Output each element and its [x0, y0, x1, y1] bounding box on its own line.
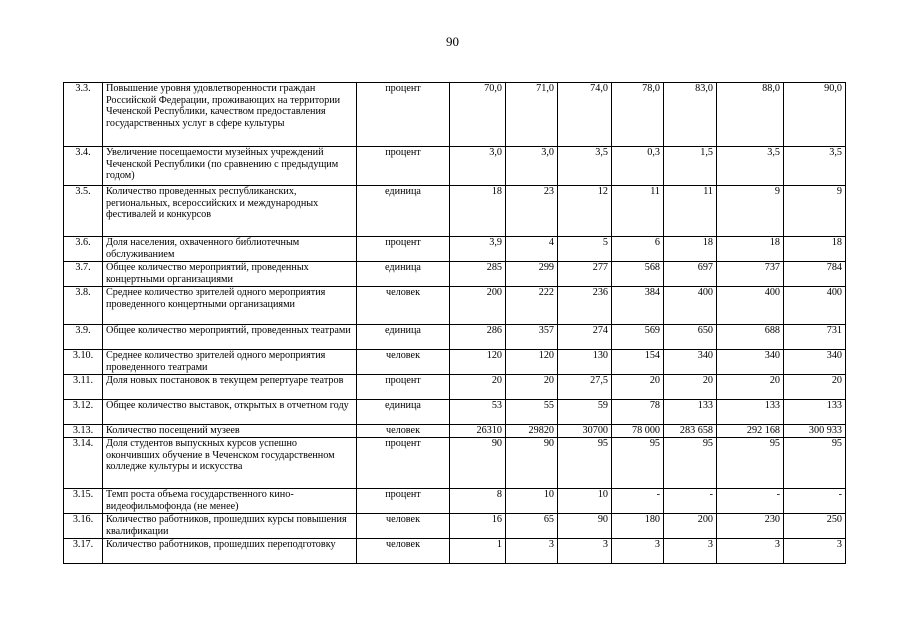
unit-of-measure: процент — [357, 83, 450, 147]
row-number: 3.7. — [64, 262, 103, 287]
table-row — [64, 325, 846, 350]
value-cell: 26310 — [450, 425, 506, 438]
value-cell: 3,5 — [558, 147, 612, 186]
unit-of-measure: единица — [357, 262, 450, 287]
value-cell: 78 000 — [612, 425, 664, 438]
table-row — [64, 350, 846, 375]
value-cell: 286 — [450, 325, 506, 350]
value-cell: 697 — [664, 262, 717, 287]
value-cell: 3 — [664, 539, 717, 564]
value-cell: 53 — [450, 400, 506, 425]
value-cell: 222 — [506, 287, 558, 325]
value-cell: 277 — [558, 262, 612, 287]
value-cell: 95 — [558, 438, 612, 489]
value-cell: 59 — [558, 400, 612, 425]
value-cell: 12 — [558, 186, 612, 237]
table-row — [64, 375, 846, 400]
value-cell: 9 — [717, 186, 784, 237]
value-cell: 65 — [506, 514, 558, 539]
indicator-name: Среднее количество зрителей одного мероприятия проведенного концертными организациями — [103, 287, 357, 325]
unit-of-measure: единица — [357, 400, 450, 425]
value-cell: 384 — [612, 287, 664, 325]
value-cell: 9 — [784, 186, 846, 237]
table-row — [64, 83, 846, 147]
indicator-name: Доля новых постановок в текущем репертуаре театров — [103, 375, 357, 400]
value-cell: 292 168 — [717, 425, 784, 438]
table-row — [64, 147, 846, 186]
table-row — [64, 400, 846, 425]
value-cell: 20 — [612, 375, 664, 400]
value-cell: 3 — [506, 539, 558, 564]
value-cell: 650 — [664, 325, 717, 350]
indicators-table — [63, 82, 846, 564]
value-cell: 400 — [717, 287, 784, 325]
value-cell: 18 — [784, 237, 846, 262]
value-cell: 20 — [784, 375, 846, 400]
value-cell: 130 — [558, 350, 612, 375]
value-cell: 20 — [664, 375, 717, 400]
value-cell: 71,0 — [506, 83, 558, 147]
value-cell: 340 — [717, 350, 784, 375]
value-cell: 230 — [717, 514, 784, 539]
row-number: 3.13. — [64, 425, 103, 438]
value-cell: 95 — [717, 438, 784, 489]
value-cell: 400 — [664, 287, 717, 325]
value-cell: 18 — [450, 186, 506, 237]
value-cell: - — [612, 489, 664, 514]
value-cell: 11 — [664, 186, 717, 237]
indicator-name: Повышение уровня удовлетворенности граждан Российской Федерации, проживающих на территории Чеченской Республики, качеством предоставления государственных услуг в сфере культуры — [103, 83, 357, 147]
value-cell: 3,5 — [784, 147, 846, 186]
value-cell: 78 — [612, 400, 664, 425]
value-cell: 568 — [612, 262, 664, 287]
indicator-name: Среднее количество зрителей одного мероприятия проведенного театрами — [103, 350, 357, 375]
row-number: 3.10. — [64, 350, 103, 375]
value-cell: 0,3 — [612, 147, 664, 186]
indicator-name: Доля населения, охваченного библиотечным обслуживанием — [103, 237, 357, 262]
value-cell: 83,0 — [664, 83, 717, 147]
value-cell: 95 — [612, 438, 664, 489]
unit-of-measure: процент — [357, 375, 450, 400]
value-cell: 74,0 — [558, 83, 612, 147]
value-cell: 300 933 — [784, 425, 846, 438]
table-row — [64, 262, 846, 287]
indicator-name: Доля студентов выпускных курсов успешно окончивших обучение в Чеченском государственном колледже культуры и искусства — [103, 438, 357, 489]
unit-of-measure: единица — [357, 186, 450, 237]
table-row — [64, 186, 846, 237]
value-cell: 283 658 — [664, 425, 717, 438]
indicator-name: Количество проведенных республиканских, региональных, всероссийских и международных фестивалей и конкурсов — [103, 186, 357, 237]
value-cell: 3,0 — [450, 147, 506, 186]
value-cell: - — [664, 489, 717, 514]
value-cell: 10 — [506, 489, 558, 514]
value-cell: 3 — [784, 539, 846, 564]
table-row — [64, 489, 846, 514]
row-number: 3.5. — [64, 186, 103, 237]
value-cell: 299 — [506, 262, 558, 287]
value-cell: 784 — [784, 262, 846, 287]
value-cell: 3,5 — [717, 147, 784, 186]
value-cell: 29820 — [506, 425, 558, 438]
value-cell: 357 — [506, 325, 558, 350]
value-cell: 20 — [506, 375, 558, 400]
value-cell: 27,5 — [558, 375, 612, 400]
table-row — [64, 287, 846, 325]
value-cell: 11 — [612, 186, 664, 237]
value-cell: 1 — [450, 539, 506, 564]
row-number: 3.12. — [64, 400, 103, 425]
value-cell: 340 — [664, 350, 717, 375]
value-cell: 120 — [450, 350, 506, 375]
value-cell: 250 — [784, 514, 846, 539]
value-cell: 133 — [664, 400, 717, 425]
value-cell: 340 — [784, 350, 846, 375]
value-cell: 120 — [506, 350, 558, 375]
value-cell: 688 — [717, 325, 784, 350]
value-cell: 3,0 — [506, 147, 558, 186]
row-number: 3.4. — [64, 147, 103, 186]
unit-of-measure: процент — [357, 147, 450, 186]
row-number: 3.14. — [64, 438, 103, 489]
value-cell: 737 — [717, 262, 784, 287]
indicator-name: Количество работников, прошедших переподготовку — [103, 539, 357, 564]
value-cell: 90 — [558, 514, 612, 539]
indicator-name: Общее количество выставок, открытых в отчетном году — [103, 400, 357, 425]
table-row — [64, 425, 846, 438]
value-cell: 400 — [784, 287, 846, 325]
value-cell: 30700 — [558, 425, 612, 438]
value-cell: 3 — [612, 539, 664, 564]
value-cell: 95 — [784, 438, 846, 489]
indicator-name: Количество посещений музеев — [103, 425, 357, 438]
indicator-name: Общее количество мероприятий, проведенных театрами — [103, 325, 357, 350]
value-cell: - — [784, 489, 846, 514]
value-cell: 133 — [784, 400, 846, 425]
indicator-name: Количество работников, прошедших курсы повышения квалификации — [103, 514, 357, 539]
value-cell: 285 — [450, 262, 506, 287]
table-row — [64, 237, 846, 262]
unit-of-measure: процент — [357, 438, 450, 489]
value-cell: 8 — [450, 489, 506, 514]
value-cell: 133 — [717, 400, 784, 425]
table-row — [64, 514, 846, 539]
indicator-name: Темп роста объема государственного кино-видеофильмофонда (не менее) — [103, 489, 357, 514]
unit-of-measure: процент — [357, 489, 450, 514]
value-cell: 180 — [612, 514, 664, 539]
value-cell: 10 — [558, 489, 612, 514]
unit-of-measure: человек — [357, 425, 450, 438]
row-number: 3.17. — [64, 539, 103, 564]
row-number: 3.11. — [64, 375, 103, 400]
indicator-name: Общее количество мероприятий, проведенных концертными организациями — [103, 262, 357, 287]
value-cell: 20 — [717, 375, 784, 400]
unit-of-measure: человек — [357, 287, 450, 325]
value-cell: - — [717, 489, 784, 514]
row-number: 3.3. — [64, 83, 103, 147]
value-cell: 78,0 — [612, 83, 664, 147]
value-cell: 90 — [450, 438, 506, 489]
value-cell: 95 — [664, 438, 717, 489]
value-cell: 88,0 — [717, 83, 784, 147]
value-cell: 3 — [558, 539, 612, 564]
row-number: 3.8. — [64, 287, 103, 325]
indicator-name: Увеличение посещаемости музейных учреждений Чеченской Республики (по сравнению с предыдущим годом) — [103, 147, 357, 186]
value-cell: 274 — [558, 325, 612, 350]
value-cell: 154 — [612, 350, 664, 375]
table-row — [64, 438, 846, 489]
row-number: 3.9. — [64, 325, 103, 350]
value-cell: 200 — [664, 514, 717, 539]
row-number: 3.16. — [64, 514, 103, 539]
value-cell: 6 — [612, 237, 664, 262]
value-cell: 70,0 — [450, 83, 506, 147]
unit-of-measure: единица — [357, 325, 450, 350]
value-cell: 1,5 — [664, 147, 717, 186]
value-cell: 18 — [664, 237, 717, 262]
value-cell: 20 — [450, 375, 506, 400]
value-cell: 200 — [450, 287, 506, 325]
value-cell: 90,0 — [784, 83, 846, 147]
value-cell: 55 — [506, 400, 558, 425]
row-number: 3.6. — [64, 237, 103, 262]
value-cell: 23 — [506, 186, 558, 237]
value-cell: 236 — [558, 287, 612, 325]
unit-of-measure: процент — [357, 237, 450, 262]
unit-of-measure: человек — [357, 350, 450, 375]
page-number: 90 — [446, 34, 459, 49]
value-cell: 16 — [450, 514, 506, 539]
value-cell: 3 — [717, 539, 784, 564]
unit-of-measure: человек — [357, 539, 450, 564]
value-cell: 4 — [506, 237, 558, 262]
value-cell: 18 — [717, 237, 784, 262]
row-number: 3.15. — [64, 489, 103, 514]
unit-of-measure: человек — [357, 514, 450, 539]
table-row — [64, 539, 846, 564]
value-cell: 731 — [784, 325, 846, 350]
value-cell: 569 — [612, 325, 664, 350]
value-cell: 3,9 — [450, 237, 506, 262]
value-cell: 5 — [558, 237, 612, 262]
value-cell: 90 — [506, 438, 558, 489]
